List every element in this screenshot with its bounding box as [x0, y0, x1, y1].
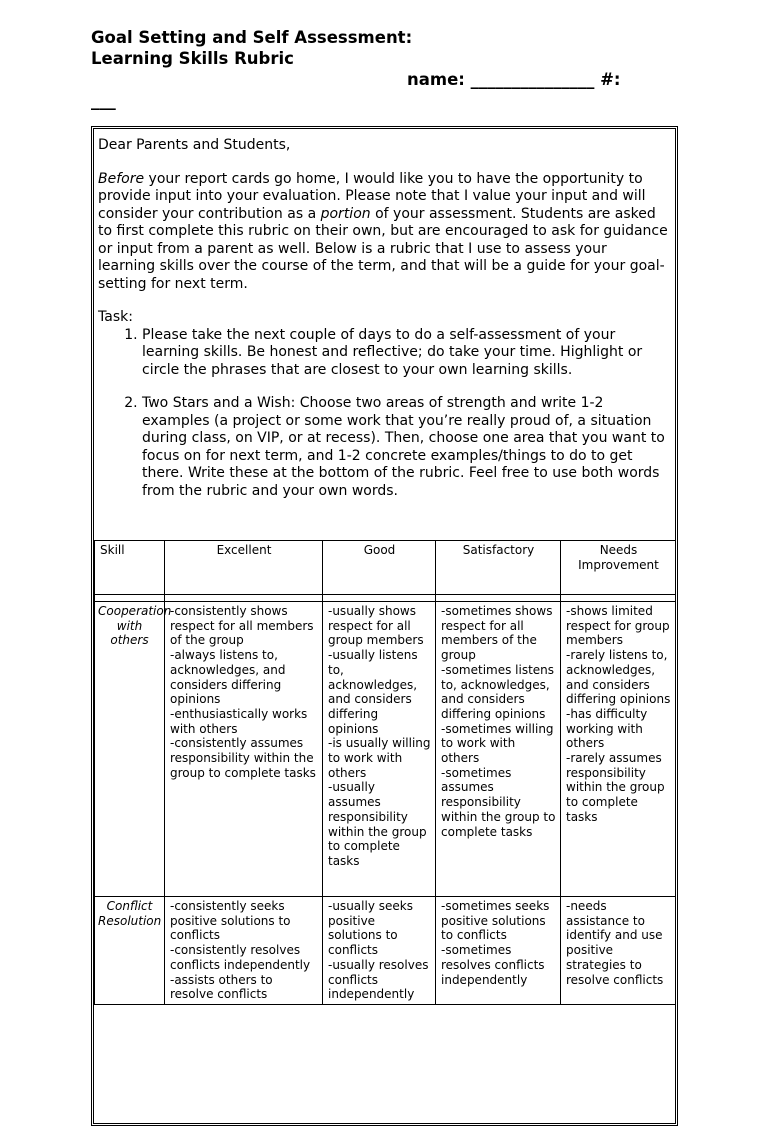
- header-skill: Skill: [95, 541, 165, 595]
- paragraph-text-b: of your assessment. Students are asked to first complete this rubric on their own, but are encouraged to ask for guidance or input from a parent as well. Below is a rubric that I use to assess your learning skills over the course of the term, and that will be a guide for your goal-setting for next term.: [98, 205, 668, 292]
- header-needs-improvement: Needs Improvement: [561, 541, 676, 595]
- task-label: Task:: [98, 309, 133, 325]
- descriptor: -enthusiastically works with others: [170, 706, 308, 736]
- descriptor: -usually assumes responsibility within the group to complete tasks: [328, 780, 427, 868]
- number-blank[interactable]: ___: [91, 91, 116, 110]
- emphasis-portion: portion: [320, 205, 371, 222]
- descriptor: -sometimes shows respect for all members of the group: [441, 604, 553, 663]
- descriptor: -assists others to resolve conflicts: [170, 972, 273, 1002]
- descriptor: -has difficulty working with others: [566, 706, 648, 751]
- descriptor: -consistently shows respect for all members of the group: [170, 604, 314, 648]
- descriptor: -rarely listens to, acknowledges, and considers differing opinions: [566, 648, 671, 707]
- letter-to-parents: [98, 137, 668, 516]
- cell-excellent: [165, 602, 323, 897]
- task-item-2: 2. Two Stars and a Wish: Choose two areas of strength and write 1-2 examples (a project or some work that you’re really proud of, a situation during class, on VIP, or at recess). Then, choose one area that you want to focus on for next term, and 1-2 concrete examples/things to do to get there. Write these at the bottom of the rubric. Feel free to use both words from the rubric and your own words.: [142, 395, 668, 500]
- descriptor: -sometimes seeks positive solutions to conflicts: [441, 899, 550, 943]
- table-row: [95, 897, 676, 1005]
- emphasis-before: Before: [98, 170, 145, 187]
- descriptor: -usually seeks positive solutions to conflicts: [328, 899, 413, 958]
- table-row: [95, 602, 676, 897]
- document-title-line1: Goal Setting and Self Assessment:: [91, 28, 413, 47]
- cell-good: [323, 602, 436, 897]
- descriptor: -is usually willing to work with others: [328, 736, 431, 780]
- descriptor: -sometimes resolves conflicts independently: [441, 943, 545, 987]
- descriptor: -rarely assumes responsibility within the group to complete tasks: [566, 751, 665, 824]
- descriptor: -sometimes listens to, acknowledges, and considers differing opinions: [441, 662, 555, 721]
- descriptor: -usually shows respect for all group members: [328, 604, 424, 648]
- spacer-row: [95, 595, 676, 602]
- name-number-field[interactable]: name: _______________ #:: [407, 70, 621, 89]
- skill-conflict-resolution: Conflict Resolution: [95, 897, 165, 1005]
- content-frame: [91, 126, 678, 1126]
- cell-satisfactory: [436, 897, 561, 1005]
- descriptor: -usually resolves conflicts independently: [328, 957, 429, 1002]
- header-good: Good: [323, 541, 436, 595]
- document-title-line2: Learning Skills Rubric: [91, 49, 294, 68]
- cell-good: [323, 897, 436, 1005]
- task-list: [98, 327, 668, 501]
- cell-excellent: [165, 897, 323, 1005]
- descriptor: -sometimes assumes responsibility within the group to complete tasks: [441, 765, 556, 839]
- descriptor: -always listens to, acknowledges, and considers differing opinions: [170, 648, 286, 707]
- letter-greeting: Dear Parents and Students,: [98, 137, 291, 153]
- descriptor: -shows limited respect for group members: [566, 604, 670, 648]
- skill-cooperation: Cooperation with others: [95, 602, 165, 897]
- descriptor: -consistently resolves conflicts independently: [170, 943, 311, 972]
- header-excellent: Excellent: [165, 541, 323, 595]
- learning-skills-rubric: [94, 540, 676, 1005]
- letter-paragraph: [98, 171, 668, 294]
- descriptor: -consistently assumes responsibility within the group to complete tasks: [170, 736, 316, 780]
- descriptor: -needs assistance to identify and use positive strategies to resolve conflicts: [566, 899, 664, 987]
- header-satisfactory: Satisfactory: [436, 541, 561, 595]
- document-header: [91, 27, 691, 111]
- cell-needs-improvement: [561, 897, 676, 1005]
- descriptor: -consistently seeks positive solutions to conflicts: [170, 899, 291, 943]
- paragraph-text-a: your report cards go home, I would like you to have the opportunity to provide input into your evaluation. Please note that I value your input and will consider your contribution as a: [98, 170, 646, 222]
- rubric-header-row: [95, 541, 676, 595]
- cell-needs-improvement: [561, 602, 676, 897]
- cell-satisfactory: [436, 602, 561, 897]
- task-item-1: 1. Please take the next couple of days to do a self-assessment of your learning skills. Be honest and reflective; do take your time. Highlight or circle the phrases that are closest to your own learning skills.: [142, 327, 668, 380]
- descriptor: -usually listens to, acknowledges, and considers differing opinions: [328, 648, 418, 736]
- descriptor: -sometimes willing to work with others: [441, 721, 554, 766]
